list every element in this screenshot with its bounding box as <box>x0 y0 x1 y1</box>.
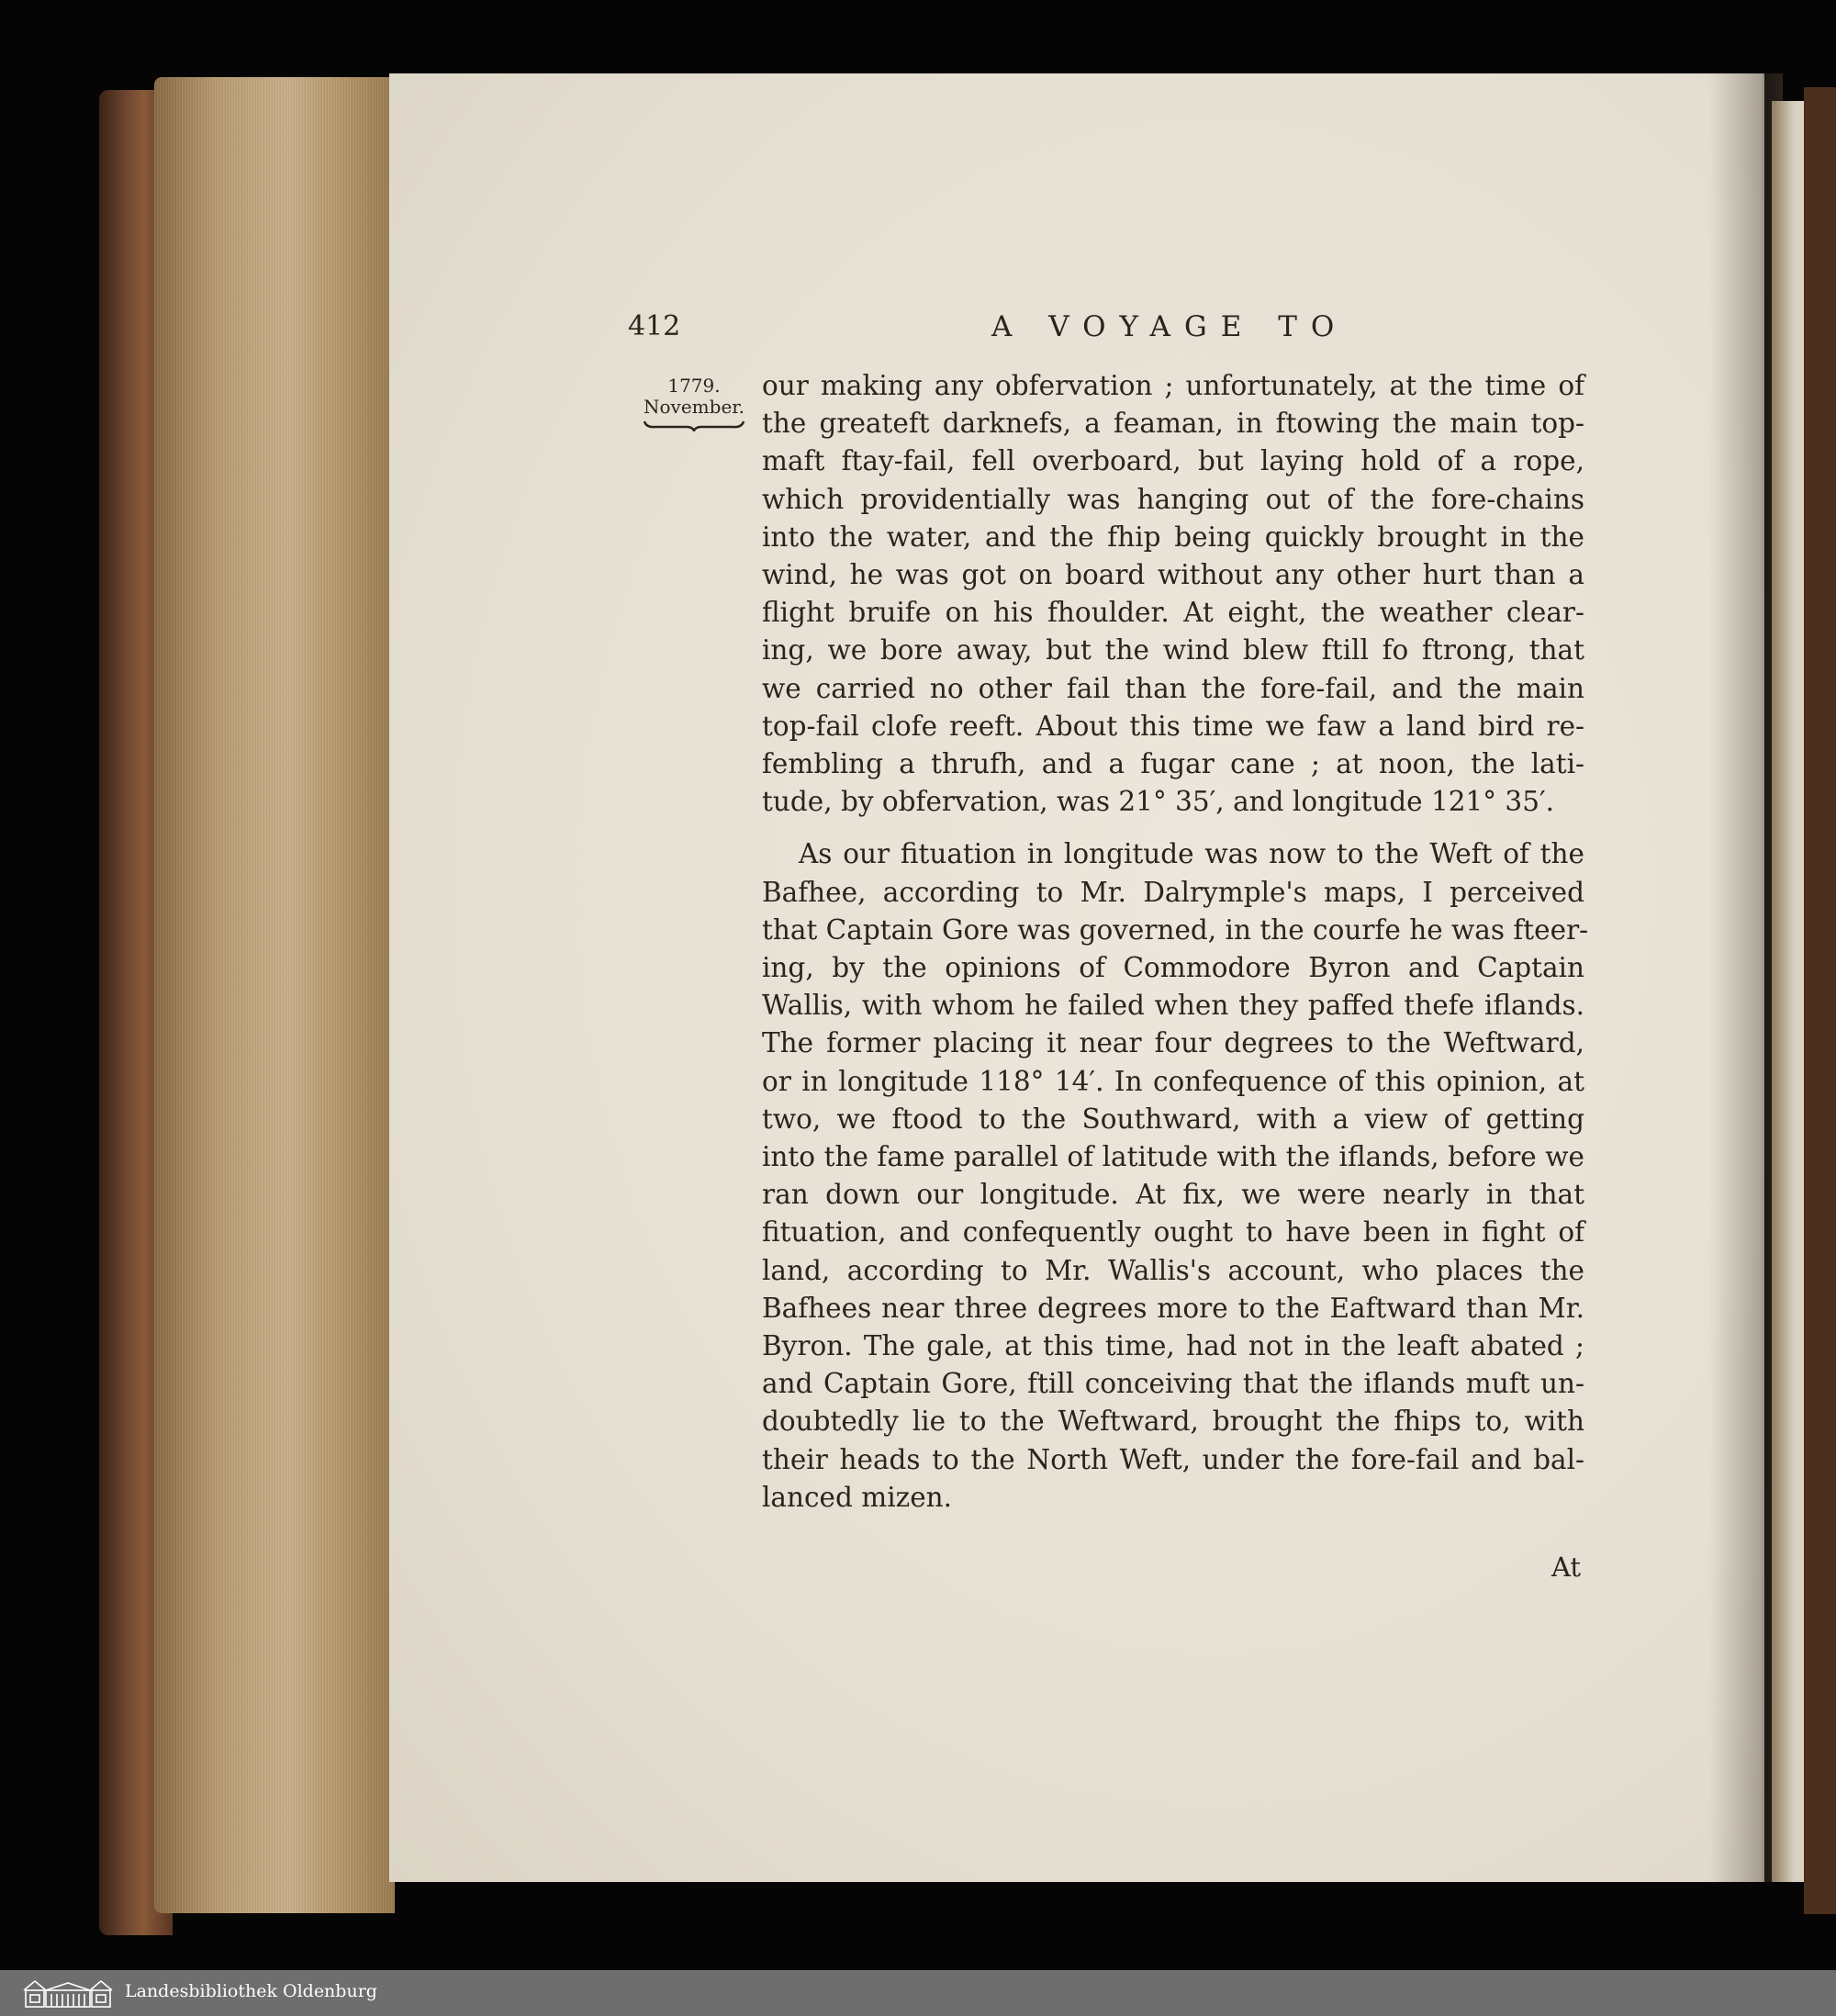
brace-icon <box>643 419 745 431</box>
page-number: 412 <box>628 310 681 342</box>
library-name: Landesbibliothek Oldenburg <box>125 1981 377 2001</box>
text-line: and Captain Gore, ftill conceiving that the iflands muft un- <box>762 1368 1584 1400</box>
text-line: into the water, and the fhip being quickly brought in the <box>762 521 1584 553</box>
text-line: fembling a thrufh, and a fugar cane ; at noon, the lati- <box>762 748 1584 780</box>
text-line: As our fituation in longitude was now to the Weft of the <box>799 838 1584 870</box>
book-cover-right <box>1804 87 1836 1914</box>
text-line: Bafhee, according to Mr. Dalrymple's maps, I perceived <box>762 876 1584 908</box>
text-line: we carried no other fail than the fore-fail, and the main <box>762 672 1584 704</box>
text-line: which providentially was hanging out of the fore-chains <box>762 483 1584 515</box>
footer-bar <box>0 1970 1836 2016</box>
text-line: our making any obfervation ; unfortunately, at the time of <box>762 370 1584 401</box>
paragraph-2 <box>762 835 1589 1517</box>
text-line: lanced mizen. <box>762 1481 953 1513</box>
text-line: into the fame parallel of latitude with the iflands, before we <box>762 1141 1584 1173</box>
text-line: tude, by obfervation, was 21° 35′, and longitude 121° 35′. <box>762 786 1555 818</box>
text-line: doubtedly lie to the Weftward, brought the fhips to, with <box>762 1406 1584 1438</box>
text-line: Byron. The gale, at this time, had not in the leaft abated ; <box>762 1330 1584 1362</box>
text-line: two, we ftood to the Southward, with a view of getting <box>762 1103 1584 1135</box>
text-line: fituation, and confequently ought to have been in fight of <box>762 1216 1584 1249</box>
page-fore-edge <box>154 77 395 1913</box>
text-line: flight bruife on his fhoulder. At eight, the weather clear- <box>762 597 1584 629</box>
text-line: the greateft darknefs, a feaman, in ftowing the main top- <box>762 408 1584 440</box>
text-line: The former placing it near four degrees to the Weftward, <box>762 1027 1584 1059</box>
paragraph-1 <box>762 367 1584 821</box>
text-line: Wallis, with whom he failed when they paffed thefe iflands. <box>762 990 1584 1022</box>
text-line: their heads to the North Weft, under the fore-fail and bal- <box>762 1443 1584 1475</box>
text-line: ing, we bore away, but the wind blew ftill fo ftrong, that <box>762 634 1584 666</box>
text-line: Bafhees near three degrees more to the Eaftward than Mr. <box>762 1292 1584 1324</box>
running-title: A VOYAGE TO <box>991 310 1349 343</box>
margin-year: 1779. <box>667 375 721 397</box>
text-line: or in longitude 118° 14′. In confequence of this opinion, at <box>762 1065 1584 1097</box>
library-building-icon <box>22 1977 114 2009</box>
text-line: top-fail clofe reeft. About this time we faw a land bird re- <box>762 710 1584 742</box>
margin-note <box>643 375 745 431</box>
text-line: maft ftay-fail, fell overboard, but laying hold of a rope, <box>762 445 1584 477</box>
text-line: that Captain Gore was governed, in the courfe he was fteer- <box>762 913 1589 946</box>
text-line: land, according to Mr. Wallis's account, who places the <box>762 1254 1584 1286</box>
body-text <box>762 367 1589 1517</box>
text-line: wind, he was got on board without any other hurt than a <box>762 559 1584 591</box>
catchword: At <box>1551 1551 1582 1583</box>
text-line: ing, by the opinions of Commodore Byron and Captain <box>762 952 1584 984</box>
text-line: ran down our longitude. At fix, we were nearly in that <box>762 1179 1584 1211</box>
margin-month: November. <box>644 396 744 418</box>
